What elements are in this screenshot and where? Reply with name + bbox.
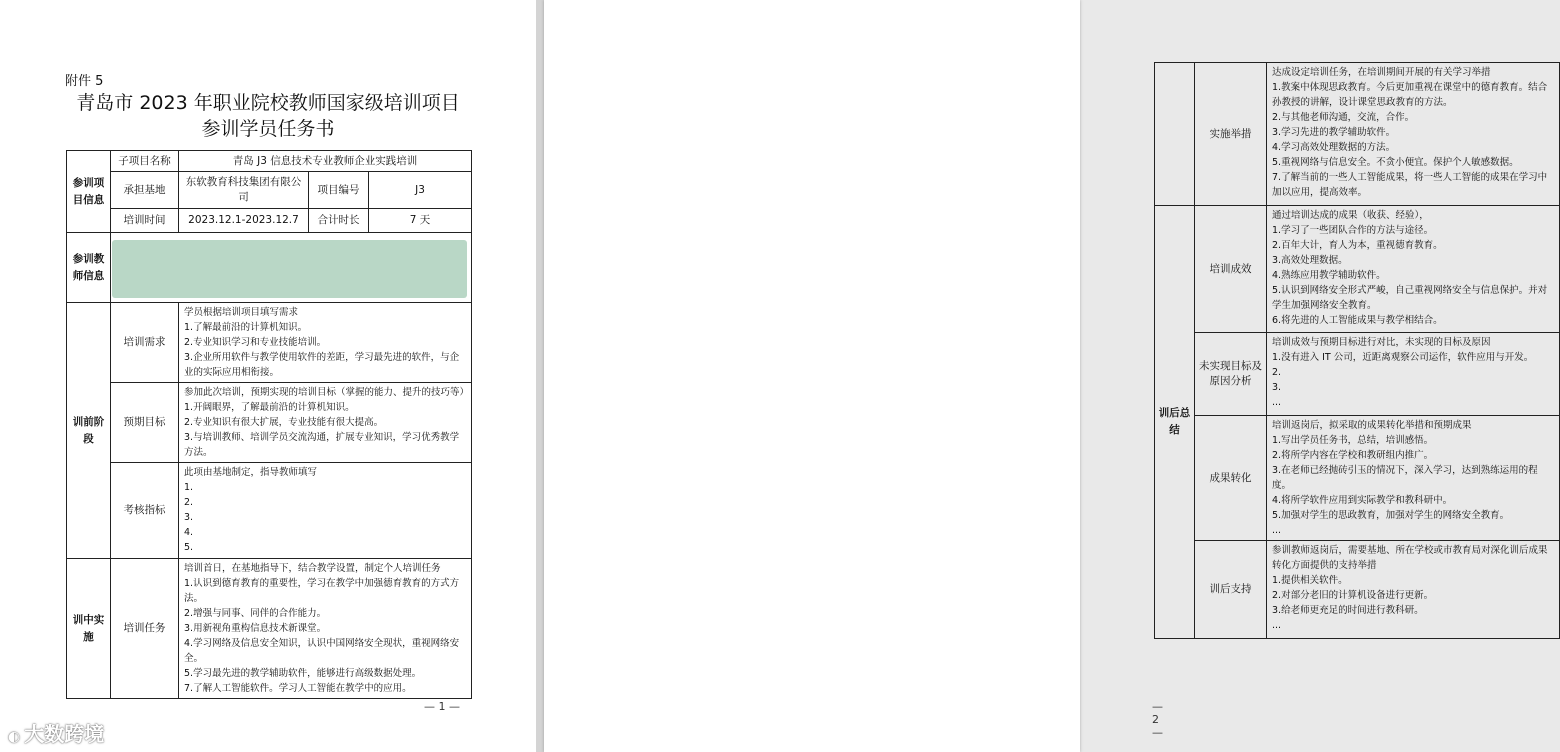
task-label: 培训任务 [111, 559, 179, 699]
measures-label: 实施举措 [1195, 63, 1267, 206]
page-gutter [536, 0, 544, 752]
results-label: 培训成效 [1195, 206, 1267, 333]
base-label: 承担基地 [111, 172, 179, 209]
needs-content [179, 303, 472, 383]
sub-project-label: 子项目名称 [111, 151, 179, 172]
content-line: 2.对部分老旧的计算机设备进行更新。 [1272, 590, 1434, 601]
unmet-label: 未实现目标及原因分析 [1195, 333, 1267, 416]
content-line: ... [1272, 525, 1282, 536]
needs-label: 培训需求 [111, 303, 179, 383]
content-line: 5.加强对学生的思政教育，加强对学生的网络安全教育。 [1272, 510, 1510, 521]
content-line: 1.提供相关软件。 [1272, 575, 1348, 586]
duration-label: 合计时长 [309, 209, 369, 233]
content-line: 培训返岗后，拟采取的成果转化举措和预期成果 [1272, 420, 1472, 431]
watermark [8, 718, 104, 747]
content-line: 1.了解最前沿的计算机知识。 [184, 322, 308, 333]
content-line: 1.开阔眼界，了解最前沿的计算机知识。 [184, 402, 355, 413]
content-line: 1.写出学员任务书，总结，培训感悟。 [1272, 435, 1434, 446]
support-label: 训后支持 [1195, 541, 1267, 639]
support-content [1267, 541, 1560, 639]
watermark-text: 大数跨境 [24, 722, 105, 746]
watermark-logo-icon: ◐ [8, 729, 21, 745]
content-line: 4.熟练应用教学辅助软件。 [1272, 270, 1386, 281]
time-value: 2023.12.1-2023.12.7 [179, 209, 309, 233]
base-value: 东软教育科技集团有限公司 [179, 172, 309, 209]
content-line: 5.重视网络与信息安全。不贪小便宜。保护个人敏感数据。 [1272, 157, 1519, 168]
transform-label: 成果转化 [1195, 416, 1267, 541]
content-line: 参训教师返岗后，需要基地、所在学校或市教育局对深化训后成果转化方面提供的支持举措 [1272, 545, 1548, 571]
content-line: 6.将先进的人工智能成果与教学相结合。 [1272, 315, 1443, 326]
code-label: 项目编号 [309, 172, 369, 209]
content-line: 达成设定培训任务，在培训期间开展的有关学习举措 [1272, 67, 1491, 78]
attachment-label: 附件 5 [65, 74, 104, 89]
teacher-info-section: 参训教师信息 [67, 233, 111, 303]
content-line: 参加此次培训，预期实现的培训目标（掌握的能力、提升的技巧等） [184, 387, 470, 398]
task-table-page1 [66, 150, 472, 699]
measures-content [1267, 63, 1560, 206]
content-line: 1.学习了一些团队合作的方法与途径。 [1272, 225, 1434, 236]
content-line: 3. [184, 512, 194, 523]
goals-label: 预期目标 [111, 383, 179, 463]
content-line: 2.专业知识学习和专业技能培训。 [184, 337, 327, 348]
content-line: ... [1272, 620, 1282, 631]
content-line: 此项由基地制定，指导教师填写 [184, 467, 318, 478]
content-line: 5.学习最先进的教学辅助软件，能够进行高级数据处理。 [184, 668, 422, 679]
task-content [179, 559, 472, 699]
content-line: 3.企业所用软件与教学使用软件的差距，学习最先进的软件，与企业的实际应用相衔接。 [184, 352, 460, 378]
content-line: 4. [184, 527, 194, 538]
content-line: ... [1272, 397, 1282, 408]
content-line: 3.高效处理数据。 [1272, 255, 1348, 266]
redacted-teacher-info [112, 240, 467, 298]
content-line: 2. [184, 497, 194, 508]
content-line: 培训成效与预期目标进行对比，未实现的目标及原因 [1272, 337, 1491, 348]
transform-content [1267, 416, 1560, 541]
sub-project-value: 青岛 J3 信息技术专业教师企业实践培训 [179, 151, 472, 172]
unmet-content [1267, 333, 1560, 416]
content-line: 4.学习网络及信息安全知识，认识中国网络安全现状，重视网络安全。 [184, 638, 460, 664]
content-line: 4.学习高效处理数据的方法。 [1272, 142, 1396, 153]
content-line: 培训首日，在基地指导下，结合教学设置，制定个人培训任务 [184, 563, 441, 574]
content-line: 3.在老师已经抛砖引玉的情况下，深入学习，达到熟练运用的程度。 [1272, 465, 1538, 491]
content-line: 学员根据培训项目填写需求 [184, 307, 299, 318]
content-line: 2.专业知识有很大扩展，专业技能有很大提高。 [184, 417, 384, 428]
duration-value: 7 天 [369, 209, 472, 233]
content-line: 2.与其他老师沟通，交流，合作。 [1272, 112, 1415, 123]
content-line: 3.学习先进的教学辅助软件。 [1272, 127, 1396, 138]
content-line: 1.没有进入 IT 公司，近距离观察公司运作，软件应用与开发。 [1272, 352, 1534, 363]
content-line: 3.给老师更充足的时间进行教科研。 [1272, 605, 1424, 616]
content-line: 3.与培训教师、培训学员交流沟通，扩展专业知识，学习优秀教学方法。 [184, 432, 460, 458]
assess-label: 考核指标 [111, 463, 179, 559]
content-line: 2.百年大计，育人为本，重视德育教育。 [1272, 240, 1443, 251]
document-subtitle: 参训学员任务书 [201, 118, 335, 140]
content-line: 5. [184, 542, 194, 553]
blank-section-cell [1155, 63, 1195, 206]
content-line: 2.增强与同事、同伴的合作能力。 [184, 608, 327, 619]
assess-content [179, 463, 472, 559]
content-line: 1. [184, 482, 194, 493]
content-line: 2. [1272, 367, 1282, 378]
page-number: — 1 — [424, 700, 460, 713]
code-value: J3 [369, 172, 472, 209]
document-title: 青岛市 2023 年职业院校教师国家级培训项目 [76, 92, 460, 114]
content-line: 1.认识到德育教育的重要性，学习在教学中加强德育教育的方式方法。 [184, 578, 460, 604]
goals-content [179, 383, 472, 463]
pre-training-section: 训前阶段 [67, 303, 111, 559]
content-line: 4.将所学软件应用到实际教学和教科研中。 [1272, 495, 1453, 506]
document-page-1 [0, 0, 536, 752]
mid-training-section: 训中实施 [67, 559, 111, 699]
content-line: 2.将所学内容在学校和教研组内推广。 [1272, 450, 1434, 461]
content-line: 5.认识到网络安全形式严峻，自己重视网络安全与信息保护。并对学生加强网络安全教育。 [1272, 285, 1548, 311]
content-line: 7.了解人工智能软件。学习人工智能在教学中的应用。 [184, 683, 412, 694]
content-line: 3. [1272, 382, 1282, 393]
content-line: 7.了解当前的一些人工智能成果，将一些人工智能的成果在学习中加以应用，提高效率。 [1272, 172, 1548, 198]
post-training-section: 训后总结 [1155, 206, 1195, 639]
results-content [1267, 206, 1560, 333]
time-label: 培训时间 [111, 209, 179, 233]
content-line: 通过培训达成的成果（收获、经验）， [1272, 210, 1429, 221]
content-line: 3.用新视角重构信息技术新课堂。 [184, 623, 327, 634]
task-table-page2 [1154, 62, 1560, 639]
content-line: 1.教案中体现思政教育。今后更加重视在课堂中的德育教育。结合孙教授的讲解，设计课堂思政教育的方法。 [1272, 82, 1548, 108]
page-number: — 2 — [1152, 700, 1163, 739]
project-info-section: 参训项目信息 [67, 151, 111, 233]
document-page-2 [544, 0, 1548, 752]
